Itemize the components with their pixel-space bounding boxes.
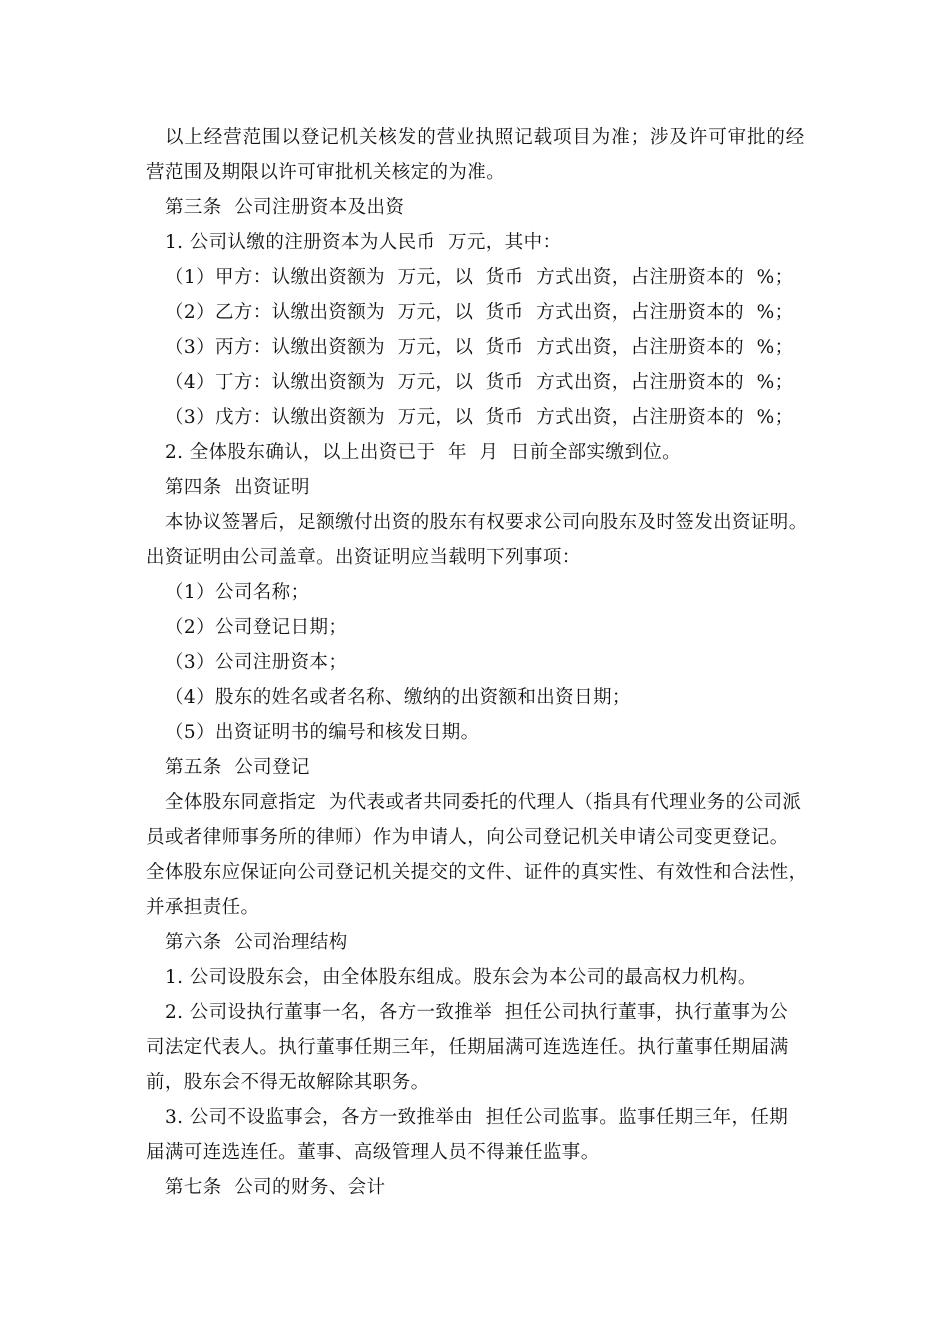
section-heading: 第七条 公司的财务、会计 <box>165 1177 386 1198</box>
paragraph-line: 1. 公司认缴的注册资本为人民币 万元，其中： <box>165 232 562 253</box>
paragraph-line: 全体股东同意指定 为代表或者共同委托的代理人（指具有代理业务的公司派 <box>165 792 802 813</box>
list-item: （1）甲方：认缴出资额为 万元，以 货币 方式出资，占注册资本的 %； <box>165 267 794 288</box>
section-heading: 第五条 公司登记 <box>165 757 310 778</box>
section-heading: 第三条 公司注册资本及出资 <box>165 197 405 218</box>
paragraph-line: 员或者律师事务所的律师）作为申请人，向公司登记机关申请公司变更登记。 <box>146 827 789 848</box>
list-item: （4）丁方：认缴出资额为 万元，以 货币 方式出资，占注册资本的 %； <box>165 372 794 393</box>
list-item: （3）丙方：认缴出资额为 万元，以 货币 方式出资，占注册资本的 %； <box>165 337 794 358</box>
list-item: （3）戊方：认缴出资额为 万元，以 货币 方式出资，占注册资本的 %； <box>165 407 794 428</box>
paragraph-line: 2. 公司设执行董事一名，各方一致推举 担任公司执行董事，执行董事为公 <box>165 1002 789 1023</box>
paragraph-line: 3. 公司不设监事会，各方一致推举由 担任公司监事。监事任期三年，任期 <box>165 1107 789 1128</box>
paragraph-line: 并承担责任。 <box>146 897 260 918</box>
list-item: （5）出资证明书的编号和核发日期。 <box>165 722 480 743</box>
list-item: （1）公司名称； <box>165 582 310 603</box>
paragraph-line: 本协议签署后，足额缴付出资的股东有权要求公司向股东及时签发出资证明。 <box>165 512 808 533</box>
paragraph-line: 以上经营范围以登记机关核发的营业执照记载项目为准；涉及许可审批的经 <box>165 127 806 148</box>
paragraph-line: 前，股东会不得无故解除其职务。 <box>146 1072 430 1093</box>
paragraph-line: 届满可连选连任。董事、高级管理人员不得兼任监事。 <box>146 1142 600 1163</box>
section-heading: 第四条 出资证明 <box>165 477 310 498</box>
paragraph-line: 全体股东应保证向公司登记机关提交的文件、证件的真实性、有效性和合法性， <box>146 862 808 883</box>
list-item: （3）公司注册资本； <box>165 652 348 673</box>
paragraph-line: 1. 公司设股东会，由全体股东组成。股东会为本公司的最高权力机构。 <box>165 967 757 988</box>
section-heading: 第六条 公司治理结构 <box>165 932 348 953</box>
list-item: （2）公司登记日期； <box>165 617 348 638</box>
paragraph-line: 2. 全体股东确认，以上出资已于 年 月 日前全部实缴到位。 <box>165 442 682 463</box>
paragraph-line: 司法定代表人。执行董事任期三年，任期届满可连选连任。执行董事任期届满 <box>146 1037 789 1058</box>
paragraph-line: 出资证明由公司盖章。出资证明应当载明下列事项： <box>146 547 581 568</box>
list-item: （4）股东的姓名或者名称、缴纳的出资额和出资日期； <box>165 687 631 708</box>
list-item: （2）乙方：认缴出资额为 万元，以 货币 方式出资，占注册资本的 %； <box>165 302 794 323</box>
paragraph-line: 营范围及期限以许可审批机关核定的为准。 <box>146 162 506 183</box>
